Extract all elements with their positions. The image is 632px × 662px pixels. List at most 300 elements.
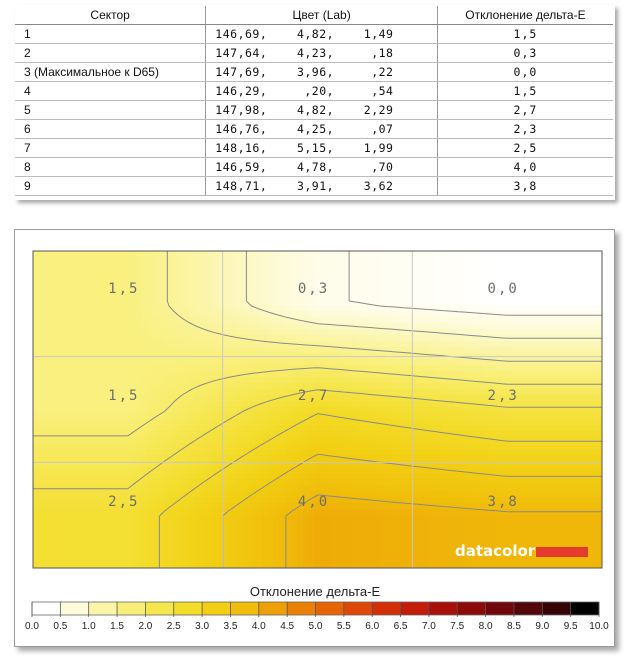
heat-pixel: [279, 269, 286, 276]
heat-pixel: [267, 407, 274, 414]
heat-pixel: [507, 479, 514, 486]
heat-pixel: [567, 425, 574, 432]
heat-pixel: [123, 437, 130, 444]
heat-pixel: [585, 515, 592, 522]
heat-pixel: [225, 275, 232, 282]
heat-pixel: [339, 473, 346, 480]
heat-pixel: [261, 419, 268, 426]
heat-pixel: [57, 479, 64, 486]
heat-pixel: [171, 479, 178, 486]
heat-pixel: [561, 455, 568, 462]
heat-pixel: [507, 485, 514, 492]
heat-pixel: [99, 521, 106, 528]
heat-pixel: [471, 443, 478, 450]
heat-pixel: [405, 449, 412, 456]
heat-pixel: [405, 311, 412, 318]
heat-pixel: [555, 281, 562, 288]
heat-pixel: [165, 437, 172, 444]
heat-pixel: [561, 251, 568, 258]
heat-pixel: [441, 551, 448, 558]
heat-pixel: [117, 311, 124, 318]
heat-pixel: [327, 407, 334, 414]
heat-pixel: [369, 443, 376, 450]
heat-pixel: [321, 317, 328, 324]
heat-pixel: [33, 317, 40, 324]
heat-pixel: [447, 323, 454, 330]
heat-pixel: [147, 503, 154, 510]
heat-pixel: [507, 467, 514, 474]
heat-pixel: [465, 281, 472, 288]
heat-pixel: [69, 527, 76, 534]
heat-pixel: [117, 551, 124, 558]
heat-pixel: [537, 401, 544, 408]
heat-pixel: [45, 365, 52, 372]
heat-pixel: [369, 449, 376, 456]
heat-pixel: [405, 491, 412, 498]
heat-pixel: [45, 431, 52, 438]
heat-pixel: [321, 347, 328, 354]
heat-pixel: [357, 491, 364, 498]
heat-pixel: [213, 395, 220, 402]
heat-pixel: [519, 347, 526, 354]
heat-pixel: [243, 533, 250, 540]
heat-pixel: [519, 479, 526, 486]
heat-pixel: [489, 425, 496, 432]
heat-pixel: [435, 269, 442, 276]
heat-pixel: [375, 341, 382, 348]
heat-pixel: [279, 299, 286, 306]
heat-pixel: [543, 305, 550, 312]
heat-pixel: [57, 275, 64, 282]
heat-pixel: [255, 413, 262, 420]
heat-pixel: [369, 275, 376, 282]
heat-pixel: [273, 407, 280, 414]
heat-pixel: [81, 347, 88, 354]
heat-pixel: [429, 287, 436, 294]
heat-pixel: [69, 287, 76, 294]
heat-pixel: [447, 299, 454, 306]
heat-pixel: [519, 251, 526, 258]
heat-pixel: [45, 275, 52, 282]
table-row: [15, 177, 613, 196]
heat-pixel: [477, 317, 484, 324]
heat-pixel: [141, 371, 148, 378]
heat-pixel: [501, 305, 508, 312]
heat-pixel: [177, 377, 184, 384]
heat-pixel: [369, 551, 376, 558]
heat-pixel: [579, 359, 586, 366]
heat-pixel: [555, 539, 562, 546]
heat-pixel: [57, 323, 64, 330]
heat-pixel: [417, 443, 424, 450]
heat-pixel: [39, 281, 46, 288]
heat-pixel: [573, 341, 580, 348]
heat-pixel: [267, 347, 274, 354]
heat-pixel: [459, 251, 466, 258]
heat-pixel: [417, 287, 424, 294]
heat-pixel: [531, 425, 538, 432]
heat-pixel: [549, 323, 556, 330]
heat-pixel: [243, 359, 250, 366]
heat-pixel: [381, 503, 388, 510]
heat-pixel: [123, 305, 130, 312]
heat-pixel: [39, 431, 46, 438]
heat-pixel: [315, 557, 322, 564]
heat-pixel: [153, 287, 160, 294]
heat-pixel: [261, 491, 268, 498]
heat-pixel: [303, 533, 310, 540]
heat-pixel: [429, 359, 436, 366]
heat-pixel: [39, 347, 46, 354]
heat-pixel: [33, 389, 40, 396]
heat-pixel: [561, 377, 568, 384]
heat-pixel: [477, 341, 484, 348]
heat-pixel: [507, 521, 514, 528]
heat-pixel: [483, 455, 490, 462]
heat-pixel: [549, 377, 556, 384]
heat-pixel: [171, 491, 178, 498]
heat-pixel: [423, 251, 430, 258]
heat-pixel: [255, 557, 262, 564]
heat-pixel: [105, 545, 112, 552]
heat-pixel: [327, 521, 334, 528]
heat-pixel: [531, 443, 538, 450]
heat-pixel: [489, 305, 496, 312]
heat-pixel: [231, 449, 238, 456]
heat-pixel: [273, 293, 280, 300]
heat-pixel: [87, 275, 94, 282]
heat-pixel: [75, 557, 82, 564]
heat-pixel: [93, 317, 100, 324]
heat-pixel: [471, 341, 478, 348]
heat-pixel: [351, 317, 358, 324]
heat-pixel: [231, 401, 238, 408]
heat-pixel: [147, 515, 154, 522]
heat-pixel: [45, 305, 52, 312]
heat-pixel: [549, 293, 556, 300]
heat-pixel: [423, 341, 430, 348]
heat-pixel: [381, 473, 388, 480]
heat-pixel: [381, 521, 388, 528]
heat-pixel: [441, 437, 448, 444]
heat-pixel: [423, 269, 430, 276]
heat-pixel: [393, 395, 400, 402]
heat-pixel: [321, 407, 328, 414]
heat-pixel: [549, 425, 556, 432]
heat-pixel: [459, 533, 466, 540]
heat-pixel: [117, 413, 124, 420]
delta-e-cell: 3,8: [437, 177, 613, 196]
heat-pixel: [267, 515, 274, 522]
heat-pixel: [441, 293, 448, 300]
heat-pixel: [459, 437, 466, 444]
heat-pixel: [99, 395, 106, 402]
heat-pixel: [537, 539, 544, 546]
heat-pixel: [51, 281, 58, 288]
heat-pixel: [225, 251, 232, 258]
heat-pixel: [111, 341, 118, 348]
heat-pixel: [537, 365, 544, 372]
heat-pixel: [267, 275, 274, 282]
heat-pixel: [585, 395, 592, 402]
heat-pixel: [249, 425, 256, 432]
heat-pixel: [417, 359, 424, 366]
heat-pixel: [111, 479, 118, 486]
heat-pixel: [141, 365, 148, 372]
heat-pixel: [543, 341, 550, 348]
heat-pixel: [579, 497, 586, 504]
heat-pixel: [369, 377, 376, 384]
heat-pixel: [513, 533, 520, 540]
heat-pixel: [291, 383, 298, 390]
heat-pixel: [279, 437, 286, 444]
heat-pixel: [441, 329, 448, 336]
heat-pixel: [207, 335, 214, 342]
heat-pixel: [579, 503, 586, 510]
heat-pixel: [507, 323, 514, 330]
heat-pixel: [357, 455, 364, 462]
heat-pixel: [45, 533, 52, 540]
heat-pixel: [561, 287, 568, 294]
heat-pixel: [165, 425, 172, 432]
heat-pixel: [141, 515, 148, 522]
heat-pixel: [465, 455, 472, 462]
heat-pixel: [153, 473, 160, 480]
heat-pixel: [393, 389, 400, 396]
heat-pixel: [495, 425, 502, 432]
heat-pixel: [189, 395, 196, 402]
heat-pixel: [543, 449, 550, 456]
heat-pixel: [141, 455, 148, 462]
heat-pixel: [477, 269, 484, 276]
heat-pixel: [291, 401, 298, 408]
heat-pixel: [297, 413, 304, 420]
heat-pixel: [381, 557, 388, 564]
heat-pixel: [405, 365, 412, 372]
heat-pixel: [477, 497, 484, 504]
heat-pixel: [291, 455, 298, 462]
heat-pixel: [45, 347, 52, 354]
heat-pixel: [315, 533, 322, 540]
heat-pixel: [99, 275, 106, 282]
heat-pixel: [393, 383, 400, 390]
heat-pixel: [417, 419, 424, 426]
heat-pixel: [525, 377, 532, 384]
heat-pixel: [81, 287, 88, 294]
heat-pixel: [471, 275, 478, 282]
heat-pixel: [69, 521, 76, 528]
heat-pixel: [483, 329, 490, 336]
heat-pixel: [237, 257, 244, 264]
heat-pixel: [441, 539, 448, 546]
heat-pixel: [339, 377, 346, 384]
heat-pixel: [561, 413, 568, 420]
heat-pixel: [585, 455, 592, 462]
heat-pixel: [153, 515, 160, 522]
heat-pixel: [555, 359, 562, 366]
heat-pixel: [447, 347, 454, 354]
heat-pixel: [399, 317, 406, 324]
heat-pixel: [279, 509, 286, 516]
heat-pixel: [177, 347, 184, 354]
heat-pixel: [495, 521, 502, 528]
heat-pixel: [303, 437, 310, 444]
heat-pixel: [249, 371, 256, 378]
heat-pixel: [543, 407, 550, 414]
heat-pixel: [477, 329, 484, 336]
heat-pixel: [147, 437, 154, 444]
heat-pixel: [531, 323, 538, 330]
heat-pixel: [525, 317, 532, 324]
heat-pixel: [255, 395, 262, 402]
heat-pixel: [339, 383, 346, 390]
heat-pixel: [279, 533, 286, 540]
heat-pixel: [543, 317, 550, 324]
heat-pixel: [225, 347, 232, 354]
heat-pixel: [51, 437, 58, 444]
heat-pixel: [381, 551, 388, 558]
heat-pixel: [435, 491, 442, 498]
heat-pixel: [303, 551, 310, 558]
heat-pixel: [555, 437, 562, 444]
heat-pixel: [591, 557, 598, 564]
heat-pixel: [225, 449, 232, 456]
heat-pixel: [75, 443, 82, 450]
heat-pixel: [393, 317, 400, 324]
heat-pixel: [165, 395, 172, 402]
heat-pixel: [255, 521, 262, 528]
heat-pixel: [561, 419, 568, 426]
heat-pixel: [333, 371, 340, 378]
heat-pixel: [477, 347, 484, 354]
heat-pixel: [117, 263, 124, 270]
heat-pixel: [333, 449, 340, 456]
heat-pixel: [51, 401, 58, 408]
heat-pixel: [99, 503, 106, 510]
heat-pixel: [423, 305, 430, 312]
heat-pixel: [423, 407, 430, 414]
heat-pixel: [561, 389, 568, 396]
heat-pixel: [261, 431, 268, 438]
heat-pixel: [51, 269, 58, 276]
heat-pixel: [351, 263, 358, 270]
heat-pixel: [51, 413, 58, 420]
heat-pixel: [237, 419, 244, 426]
heat-pixel: [57, 407, 64, 414]
heat-pixel: [471, 359, 478, 366]
heat-pixel: [237, 365, 244, 372]
heat-pixel: [183, 437, 190, 444]
heat-pixel: [333, 275, 340, 282]
heat-pixel: [45, 371, 52, 378]
heat-pixel: [279, 539, 286, 546]
heat-pixel: [141, 287, 148, 294]
heat-pixel: [387, 509, 394, 516]
heat-pixel: [495, 449, 502, 456]
heat-pixel: [423, 473, 430, 480]
heat-pixel: [513, 419, 520, 426]
heat-pixel: [111, 419, 118, 426]
heat-pixel: [501, 251, 508, 258]
heat-pixel: [141, 527, 148, 534]
heat-pixel: [141, 491, 148, 498]
heat-pixel: [429, 347, 436, 354]
heat-pixel: [213, 503, 220, 510]
heat-pixel: [189, 365, 196, 372]
heat-pixel: [231, 545, 238, 552]
heat-pixel: [459, 389, 466, 396]
heat-pixel: [249, 515, 256, 522]
heat-pixel: [33, 527, 40, 534]
heat-pixel: [459, 341, 466, 348]
heat-pixel: [435, 299, 442, 306]
heat-pixel: [591, 443, 598, 450]
heat-pixel: [387, 515, 394, 522]
heat-pixel: [315, 335, 322, 342]
heat-pixel: [159, 347, 166, 354]
heat-pixel: [585, 419, 592, 426]
heat-pixel: [501, 521, 508, 528]
heat-pixel: [333, 533, 340, 540]
heat-pixel: [105, 443, 112, 450]
heat-pixel: [549, 365, 556, 372]
heat-pixel: [417, 497, 424, 504]
heat-pixel: [585, 323, 592, 330]
heat-pixel: [471, 413, 478, 420]
heat-pixel: [33, 293, 40, 300]
heat-pixel: [591, 503, 598, 510]
heat-pixel: [351, 473, 358, 480]
heat-pixel: [381, 287, 388, 294]
heat-pixel: [591, 371, 598, 378]
heat-pixel: [183, 341, 190, 348]
heat-pixel: [339, 455, 346, 462]
heat-pixel: [129, 251, 136, 258]
heat-pixel: [81, 305, 88, 312]
heat-pixel: [351, 467, 358, 474]
heat-pixel: [321, 455, 328, 462]
heat-pixel: [159, 323, 166, 330]
heat-pixel: [51, 305, 58, 312]
heat-pixel: [483, 419, 490, 426]
heat-pixel: [153, 293, 160, 300]
heat-pixel: [333, 425, 340, 432]
heat-pixel: [333, 527, 340, 534]
heat-pixel: [345, 263, 352, 270]
heat-pixel: [459, 281, 466, 288]
heat-pixel: [531, 257, 538, 264]
heat-pixel: [267, 557, 274, 564]
heat-pixel: [69, 257, 76, 264]
heat-pixel: [489, 443, 496, 450]
heat-pixel: [177, 479, 184, 486]
heat-pixel: [567, 455, 574, 462]
heat-pixel: [393, 437, 400, 444]
heat-pixel: [141, 551, 148, 558]
heat-pixel: [291, 377, 298, 384]
heat-pixel: [39, 479, 46, 486]
heat-pixel: [111, 377, 118, 384]
heat-pixel: [273, 539, 280, 546]
heat-pixel: [525, 263, 532, 270]
heat-pixel: [201, 503, 208, 510]
heat-pixel: [591, 305, 598, 312]
heat-pixel: [501, 269, 508, 276]
heat-pixel: [315, 443, 322, 450]
heat-pixel: [225, 263, 232, 270]
heat-pixel: [129, 449, 136, 456]
heat-pixel: [291, 251, 298, 258]
